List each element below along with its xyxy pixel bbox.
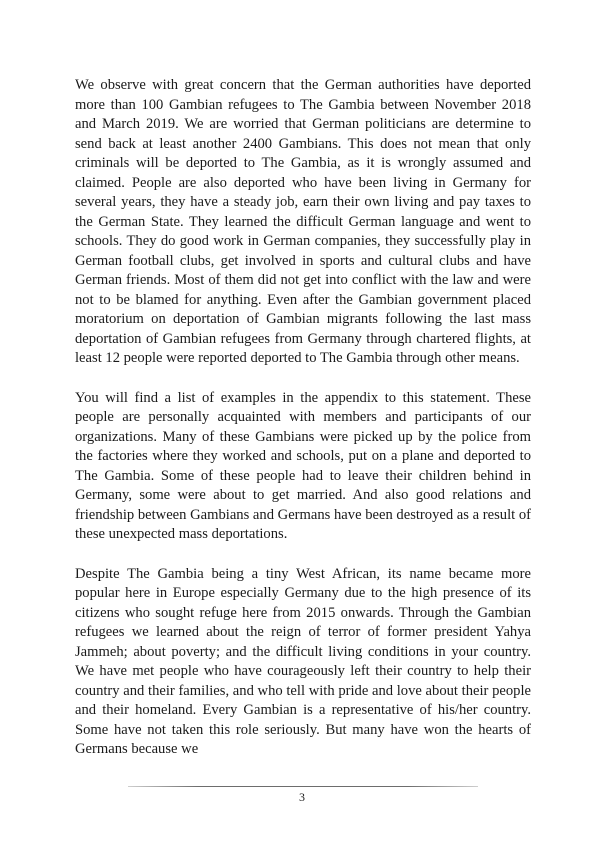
paragraph-gambia-in-europe: Despite The Gambia being a tiny West African, its name became more popular here in Europe especially Germany due to the high presence of its citizens who sought refuge here from 2015 onwards. Through the Gambian refugees we learned about the reign of terror of former president Yahya Jammeh; about poverty; and the difficult living conditions in your country. We have met people who have courageously left their country to help their country and their families, and who tell with pride and love about their people and their homeland. Every Gambian is a representative of his/her country. Some have not taken this role seriously. But many have won the hearts of Germans because we xyxy=(75,565,531,757)
footer-divider xyxy=(128,786,478,787)
document-body xyxy=(75,76,531,780)
paragraph-appendix-examples: You will find a list of examples in the appendix to this statement. These people are personally acquainted with members and participants of our organizations. Many of these Gambians were picked up by the police from the factories where they worked and schools, put on a plane and deported to The Gambia. Some of these people had to leave their children behind in Germany, some were about to get married. And also good relations and friendship between Gambians and Germans have been destroyed as a result of these unexpected mass deportations. xyxy=(75,389,531,542)
page-number: 3 xyxy=(299,790,305,804)
paragraph-deportations-concern: We observe with great concern that the German authorities have deported more than 100 Gambian refugees to The Gambia between November 2018 and March 2019. We are worried that German politicians are determine to send back at least another 2400 Gambians. This does not mean that only criminals will be deported to The Gambia, as it is wrongly assumed and claimed. People are also deported who have been living in Germany for several years, they have a steady job, earn their own living and pay taxes to the German State. They learned the difficult German language and went to schools. They do good work in German companies, they successfully play in German football clubs, get involved in sports and cultural clubs and have German friends. Most of them did not get into conflict with the law and were not to be blamed for anything. Even after the Gambian government placed moratorium on deportation of Gambian migrants following the last mass deportation of Gambian refugees from Germany through chartered flights, at least 12 people were reported deported to The Gambia through other means. xyxy=(75,77,531,366)
